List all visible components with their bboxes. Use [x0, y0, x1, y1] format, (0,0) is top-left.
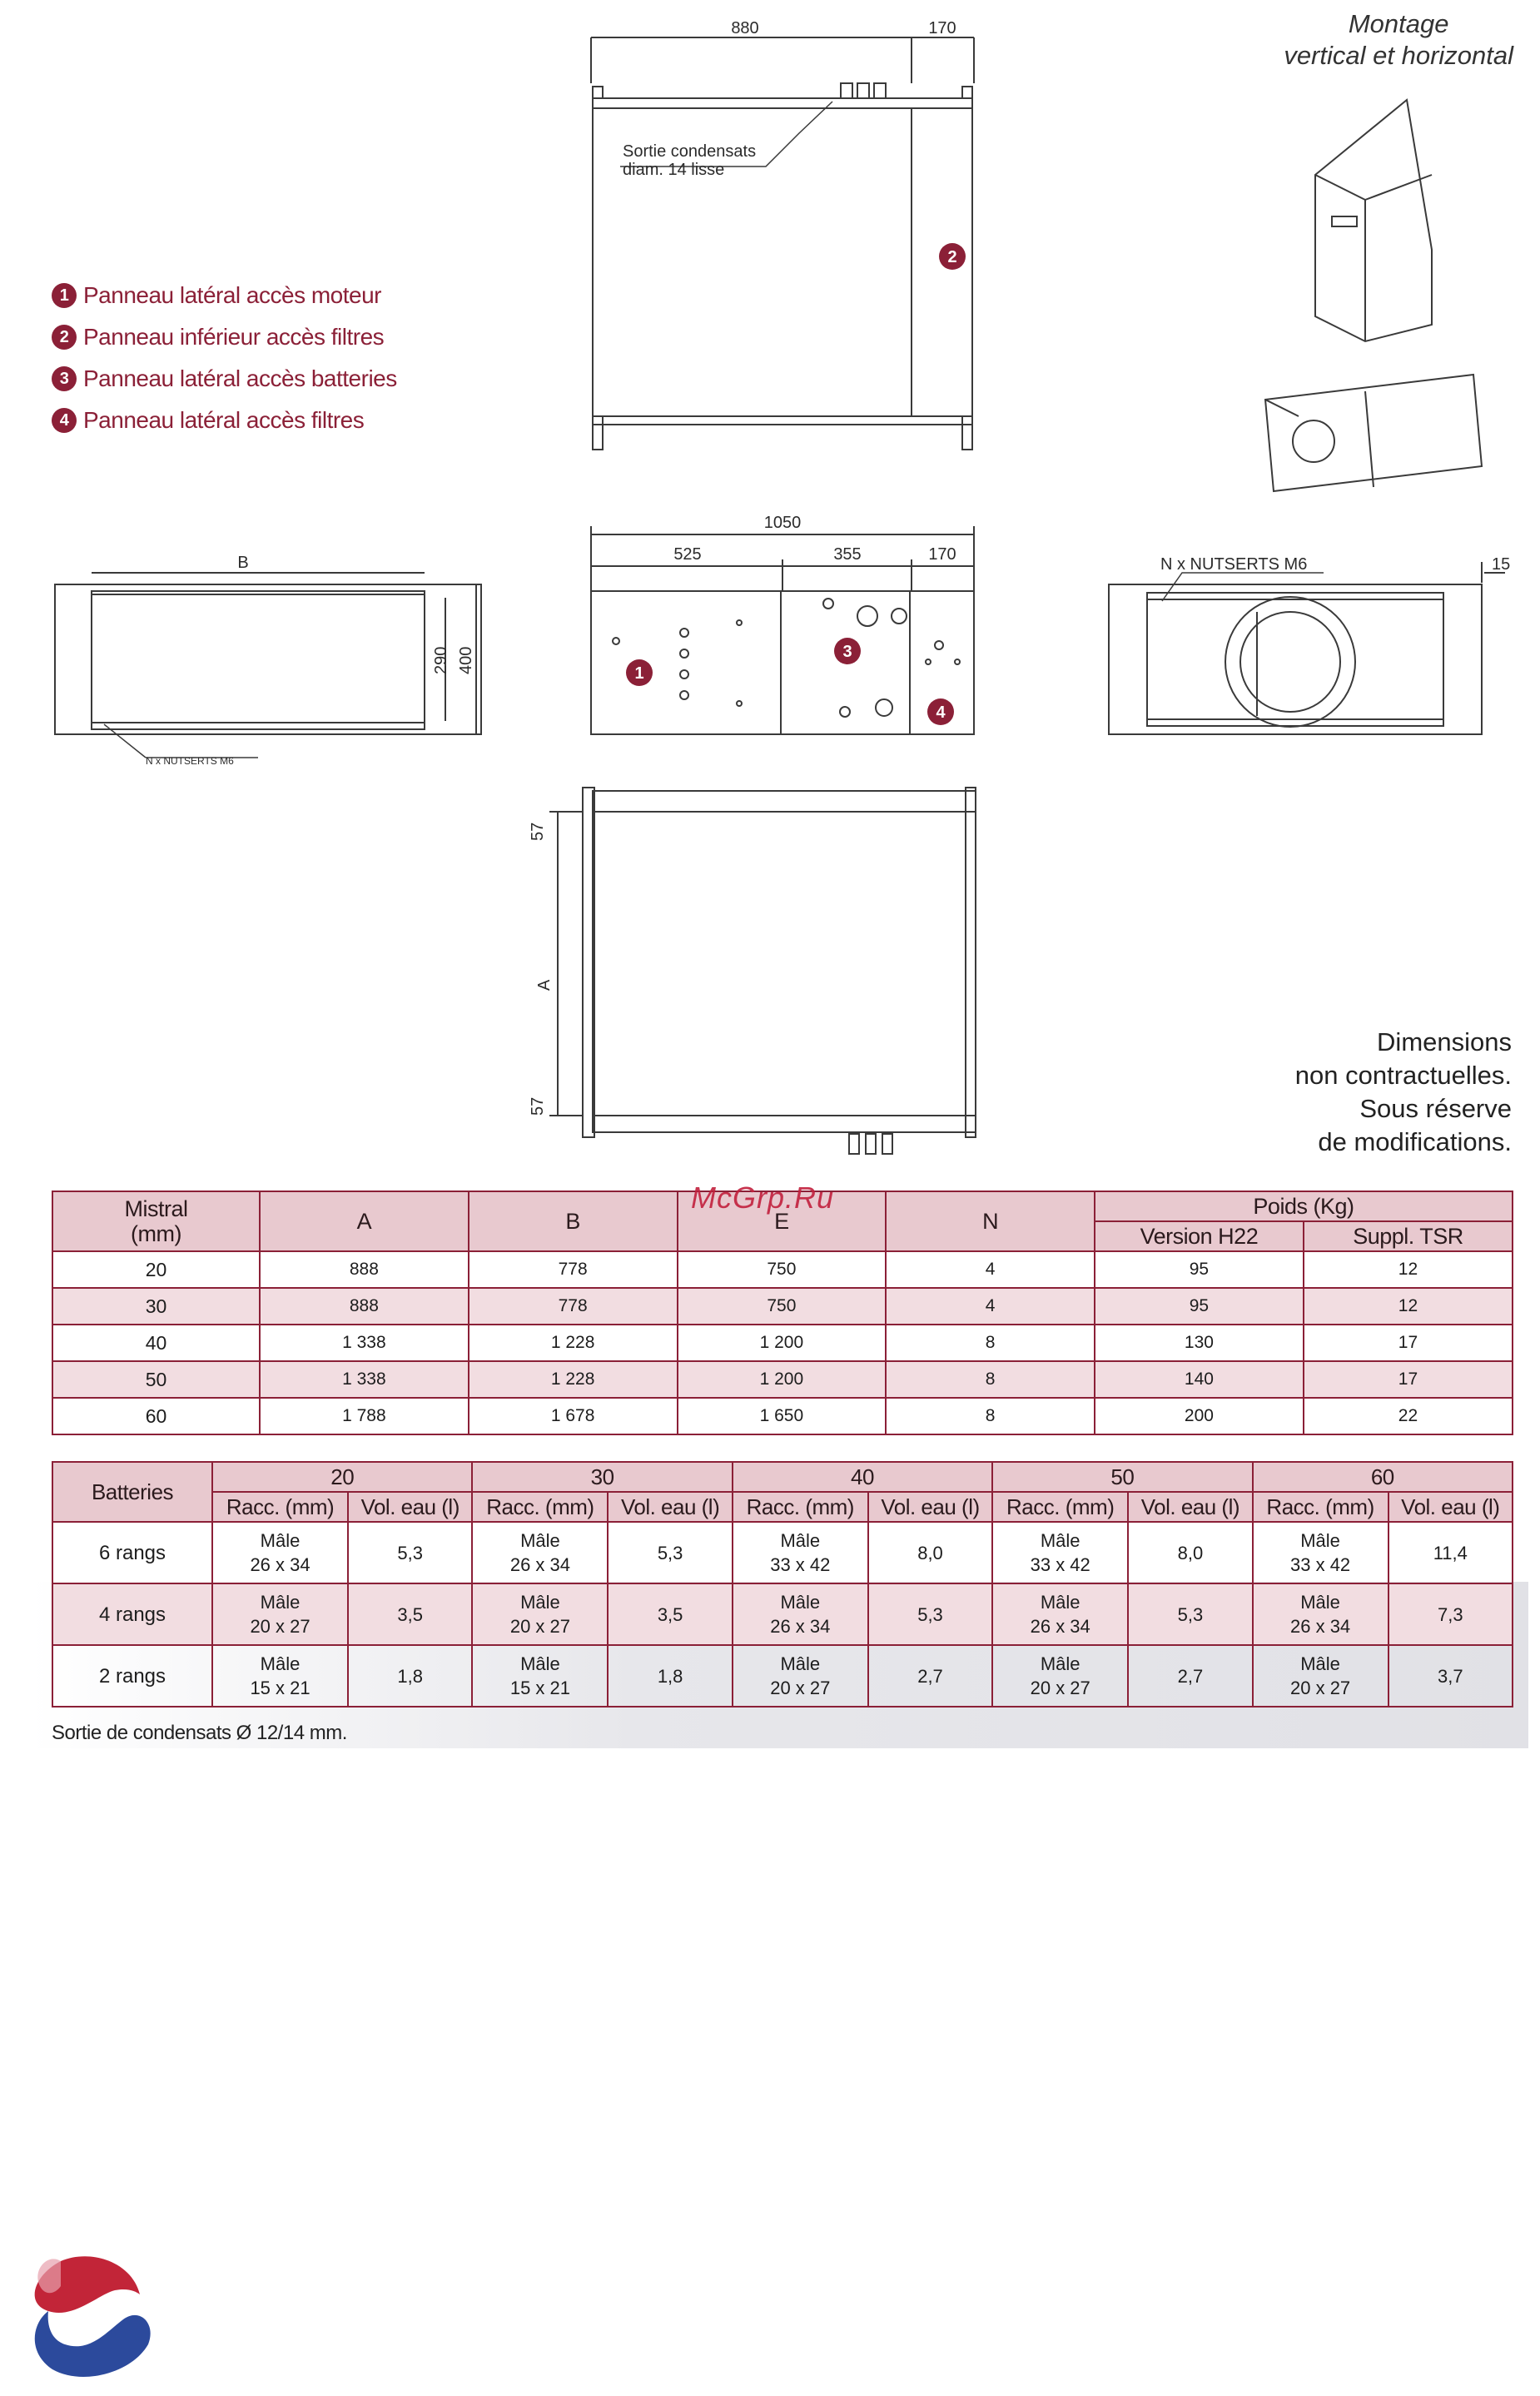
table-cell: 12 [1304, 1288, 1513, 1325]
badge-3 [834, 638, 861, 664]
table-cell: Mâle 33 x 42 [733, 1522, 868, 1583]
disclaimer [1295, 1026, 1512, 1159]
table-cell: Mâle 20 x 27 [992, 1645, 1128, 1707]
table-cell: 5,3 [348, 1522, 472, 1583]
front-dim-b: 355 [833, 545, 862, 564]
header-e: E [678, 1191, 887, 1251]
table-cell: 130 [1095, 1325, 1304, 1361]
table-cell: 2,7 [1128, 1645, 1252, 1707]
table-cell: 7,3 [1388, 1583, 1513, 1645]
legend-number-badge: 1 [52, 283, 77, 308]
legend-number-badge: 4 [52, 408, 77, 433]
row-label: 4 rangs [52, 1583, 212, 1645]
table-cell: 5,3 [1128, 1583, 1252, 1645]
disclaimer-line: Dimensions [1377, 1027, 1512, 1056]
table-row [52, 1288, 1513, 1325]
header-group-40: 40 [733, 1462, 992, 1492]
top-note-line1: Sortie condensats [623, 142, 757, 161]
left-dim-290: 290 [432, 646, 450, 674]
table-cell: 750 [678, 1251, 887, 1288]
table-cell: 2,7 [868, 1645, 992, 1707]
header-vol: Vol. eau (l) [1388, 1492, 1513, 1522]
badge-number: 3 [842, 643, 852, 661]
table-cell: 1 338 [260, 1325, 469, 1361]
table-cell: 778 [469, 1288, 678, 1325]
header-suppl: Suppl. TSR [1304, 1221, 1513, 1251]
bottom-view-drawing [549, 788, 976, 1154]
table-row [52, 1361, 1513, 1398]
table-row [52, 1645, 1513, 1707]
table-cell: 5,3 [868, 1583, 992, 1645]
table-row [52, 1583, 1513, 1645]
table-cell: 12 [1304, 1251, 1513, 1288]
table-cell: 1 228 [469, 1361, 678, 1398]
table-cell: 95 [1095, 1288, 1304, 1325]
header-group-60: 60 [1253, 1462, 1513, 1492]
table-cell: 1 788 [260, 1398, 469, 1434]
header-version: Version H22 [1095, 1221, 1304, 1251]
header-batteries: Batteries [52, 1462, 212, 1522]
legend-label: Panneau inférieur accès filtres [83, 324, 385, 350]
table-cell: 140 [1095, 1361, 1304, 1398]
table-row [52, 1398, 1513, 1434]
montage-title: Montage [1348, 9, 1449, 38]
header-b: B [469, 1191, 678, 1251]
header-group-20: 20 [212, 1462, 472, 1492]
table-cell: 1,8 [608, 1645, 732, 1707]
table-cell: 1 200 [678, 1361, 887, 1398]
row-label: 6 rangs [52, 1522, 212, 1583]
front-view-drawing [591, 526, 974, 734]
row-label: 2 rangs [52, 1645, 212, 1707]
left-dim-b: B [237, 554, 249, 572]
top-note-line2: diam. 14 lisse [623, 161, 725, 179]
table-row [52, 1251, 1513, 1288]
table-cell: Mâle 20 x 27 [472, 1583, 608, 1645]
badge-number: 1 [634, 664, 644, 683]
header-vol: Vol. eau (l) [1128, 1492, 1252, 1522]
table-cell: Mâle 33 x 42 [1253, 1522, 1388, 1583]
legend-label: Panneau latéral accès filtres [83, 407, 365, 433]
header-n: N [886, 1191, 1095, 1251]
table-cell: 200 [1095, 1398, 1304, 1434]
table-cell: 8 [886, 1398, 1095, 1434]
table-cell: Mâle 33 x 42 [992, 1522, 1128, 1583]
badge-number: 4 [936, 703, 946, 722]
technical-drawings [0, 0, 1540, 1182]
table-cell: 5,3 [608, 1522, 732, 1583]
left-note: N x NUTSERTS M6 [146, 755, 234, 767]
table-row [52, 1325, 1513, 1361]
bottom-dim-top: 57 [529, 822, 547, 841]
legend-label: Panneau latéral accès batteries [83, 365, 397, 391]
header-a: A [260, 1191, 469, 1251]
header-vol: Vol. eau (l) [608, 1492, 732, 1522]
table-cell: 8 [886, 1325, 1095, 1361]
montage-subtitle: vertical et horizontal [1284, 41, 1513, 70]
table-cell: 60 [52, 1398, 260, 1434]
header-mistral: Mistral (mm) [52, 1191, 260, 1251]
badge-4 [927, 698, 954, 725]
table-cell: Mâle 15 x 21 [212, 1645, 348, 1707]
table-cell: Mâle 20 x 27 [212, 1583, 348, 1645]
right-note: N x NUTSERTS M6 [1160, 555, 1308, 574]
table-cell: 8,0 [1128, 1522, 1252, 1583]
table-cell: 1 228 [469, 1325, 678, 1361]
header-racc: Racc. (mm) [472, 1492, 608, 1522]
header-racc: Racc. (mm) [733, 1492, 868, 1522]
table-cell: 4 [886, 1288, 1095, 1325]
legend-label: Panneau latéral accès moteur [83, 282, 381, 308]
table-cell: 40 [52, 1325, 260, 1361]
table-cell: Mâle 26 x 34 [472, 1522, 608, 1583]
legend-number-badge: 3 [52, 366, 77, 391]
table-cell: 1 678 [469, 1398, 678, 1434]
dimensions-table [52, 1191, 1513, 1435]
table-cell: 11,4 [1388, 1522, 1513, 1583]
table-cell: Mâle 26 x 34 [1253, 1583, 1388, 1645]
table-cell: 1,8 [348, 1645, 472, 1707]
legend-number-badge: 2 [52, 325, 77, 350]
header-group-50: 50 [992, 1462, 1252, 1492]
header-poids: Poids (Kg) [1095, 1191, 1513, 1221]
table-cell: 888 [260, 1288, 469, 1325]
right-dim: 15 [1492, 555, 1511, 574]
header-vol: Vol. eau (l) [348, 1492, 472, 1522]
table-cell: 1 200 [678, 1325, 887, 1361]
table-cell: 888 [260, 1251, 469, 1288]
table-cell: 4 [886, 1251, 1095, 1288]
front-dim-c: 170 [928, 545, 956, 564]
top-dim-side: 170 [928, 19, 956, 37]
table-cell: Mâle 15 x 21 [472, 1645, 608, 1707]
table-cell: Mâle 26 x 34 [733, 1583, 868, 1645]
header-vol: Vol. eau (l) [868, 1492, 992, 1522]
table-row [52, 1522, 1513, 1583]
footnote: Sortie de condensats Ø 12/14 mm. [52, 1722, 347, 1744]
table-cell: Mâle 20 x 27 [733, 1645, 868, 1707]
top-view-drawing [591, 37, 974, 450]
badge-1 [626, 659, 653, 686]
left-dim-400: 400 [457, 646, 475, 674]
table-cell: 30 [52, 1288, 260, 1325]
disclaimer-line: non contractuelles. [1294, 1061, 1512, 1090]
table-cell: 778 [469, 1251, 678, 1288]
disclaimer-line: Sous réserve [1359, 1094, 1512, 1123]
table-cell: 750 [678, 1288, 887, 1325]
table-cell: 17 [1304, 1361, 1513, 1398]
table-cell: 22 [1304, 1398, 1513, 1434]
table-cell: 8 [886, 1361, 1095, 1398]
table-cell: Mâle 20 x 27 [1253, 1645, 1388, 1707]
watermark: McGrp.Ru [691, 1181, 835, 1215]
batteries-table [52, 1461, 1513, 1708]
table-cell: 3,5 [608, 1583, 732, 1645]
bottom-dim-a: A [535, 979, 554, 991]
front-dim-total: 1050 [763, 514, 802, 532]
header-racc: Racc. (mm) [1253, 1492, 1388, 1522]
table-cell: Mâle 26 x 34 [992, 1583, 1128, 1645]
table-cell: 50 [52, 1361, 260, 1398]
company-logo [15, 2244, 165, 2386]
badge-number: 2 [947, 248, 957, 266]
header-group-30: 30 [472, 1462, 732, 1492]
bottom-dim-bottom: 57 [529, 1096, 547, 1116]
disclaimer-line: de modifications. [1318, 1127, 1512, 1156]
front-dim-a: 525 [673, 545, 702, 564]
left-view-drawing [55, 573, 481, 758]
table-cell: 95 [1095, 1251, 1304, 1288]
table-cell: 3,5 [348, 1583, 472, 1645]
table-cell: 1 650 [678, 1398, 887, 1434]
table-cell: Mâle 26 x 34 [212, 1522, 348, 1583]
table-cell: 8,0 [868, 1522, 992, 1583]
table-cell: 17 [1304, 1325, 1513, 1361]
isometric-unit-sketch [1265, 100, 1482, 491]
header-racc: Racc. (mm) [212, 1492, 348, 1522]
badge-2 [939, 243, 966, 270]
table-cell: 20 [52, 1251, 260, 1288]
table-cell: 3,7 [1388, 1645, 1513, 1707]
right-view-drawing [1109, 562, 1505, 734]
table-cell: 1 338 [260, 1361, 469, 1398]
header-racc: Racc. (mm) [992, 1492, 1128, 1522]
top-dim-width: 880 [731, 19, 759, 37]
